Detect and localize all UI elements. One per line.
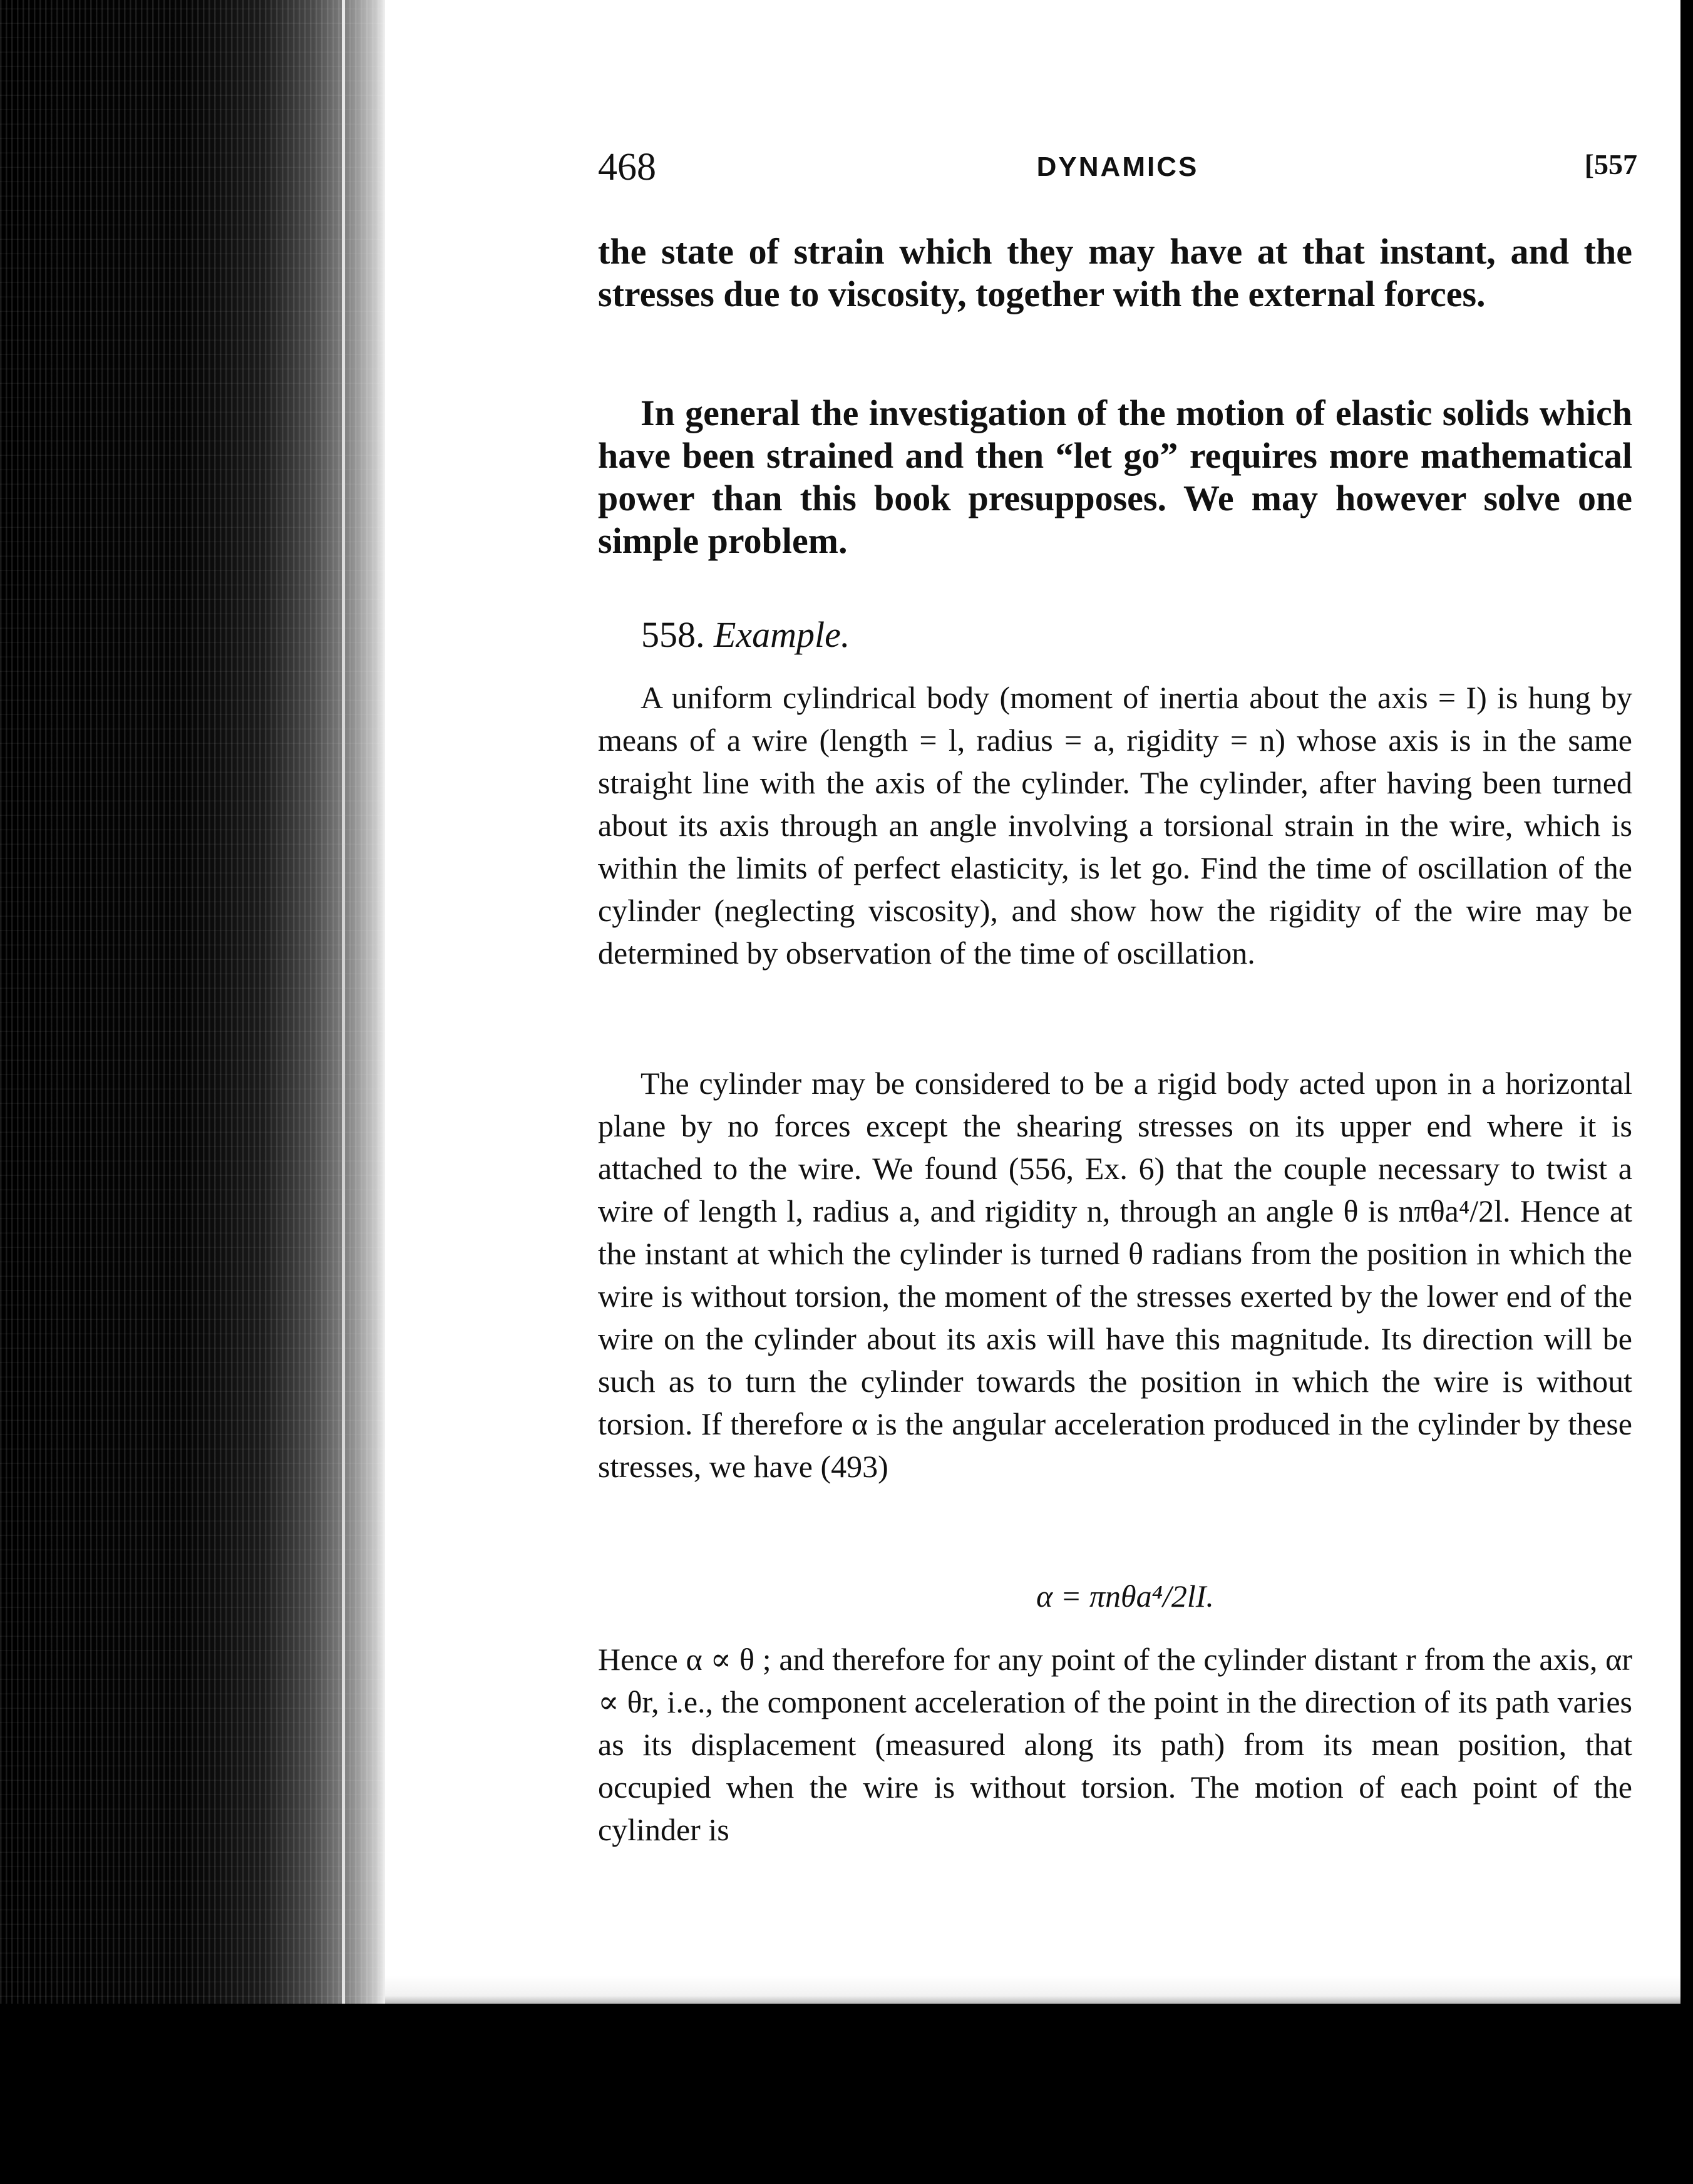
paragraph-continuation: the state of strain which they may have at that instant, and the stresses due to viscosity, together with the external forces. [598, 231, 1632, 314]
paragraph-conclusion: Hence α ∝ θ ; and therefore for any point of the cylinder distant r from the axis, αr ∝ θr, i.e., the component acceleration of the point in the direction of its path varies as its displacement (measured along its path) from its mean position, that occupied when the wire is without torsion. The motion of each point of the cylinder is [598, 1642, 1632, 1847]
scanned-gutter [0, 0, 385, 2184]
example-heading [641, 614, 850, 656]
paragraph-solution: The cylinder may be considered to be a rigid body acted upon in a horizontal plane by no forces except the shearing stresses on its upper end where it is attached to the wire. We found (556, Ex. 6) that the couple necessary to twist a wire of length l, radius a, and rigidity n, through an angle θ is nπθa⁴/2l. Hence at the instant at which the cylinder is turned θ radians from the position in which the wire is without torsion, the moment of the stresses exerted by the lower end of the wire on the cylinder about its axis will have this magnitude. Its direction will be such as to turn the cylinder towards the position in which the wire is without torsion. If therefore α is the angular acceleration produced in the cylinder by these stresses, we have (493) [598, 1066, 1632, 1484]
running-head: DYNAMICS [1036, 152, 1199, 182]
section-reference: [557 [1584, 148, 1637, 180]
page-number: 468 [598, 146, 656, 188]
gutter-fold-line [342, 0, 345, 2184]
paragraph-general: In general the investigation of the motion of elastic solids which have been strained and then “let go” requires more mathematical power than this book presupposes. We may however solve one simple problem. [598, 393, 1632, 561]
formula-angular-acceleration: α = πnθa⁴/2lI. [1036, 1579, 1214, 1614]
example-number: 558. [641, 614, 705, 655]
scan-right-border [1680, 0, 1693, 2184]
example-title: Example. [714, 614, 850, 655]
scan-bottom-border [0, 2004, 1693, 2184]
page-header [598, 145, 1637, 189]
paragraph-example-statement: A uniform cylindrical body (moment of inertia about the axis = I) is hung by means of a wire (length = l, radius = a, rigidity = n) whose axis is in the same straight line with the axis of the cylinder. The cylinder, after having been turned about its axis through an angle involving a torsional strain in the wire, which is within the limits of perfect elasticity, is let go. Find the time of oscillation of the cylinder (neglecting viscosity), and show how the rigidity of the wire may be determined by observation of the time of oscillation. [598, 680, 1632, 971]
